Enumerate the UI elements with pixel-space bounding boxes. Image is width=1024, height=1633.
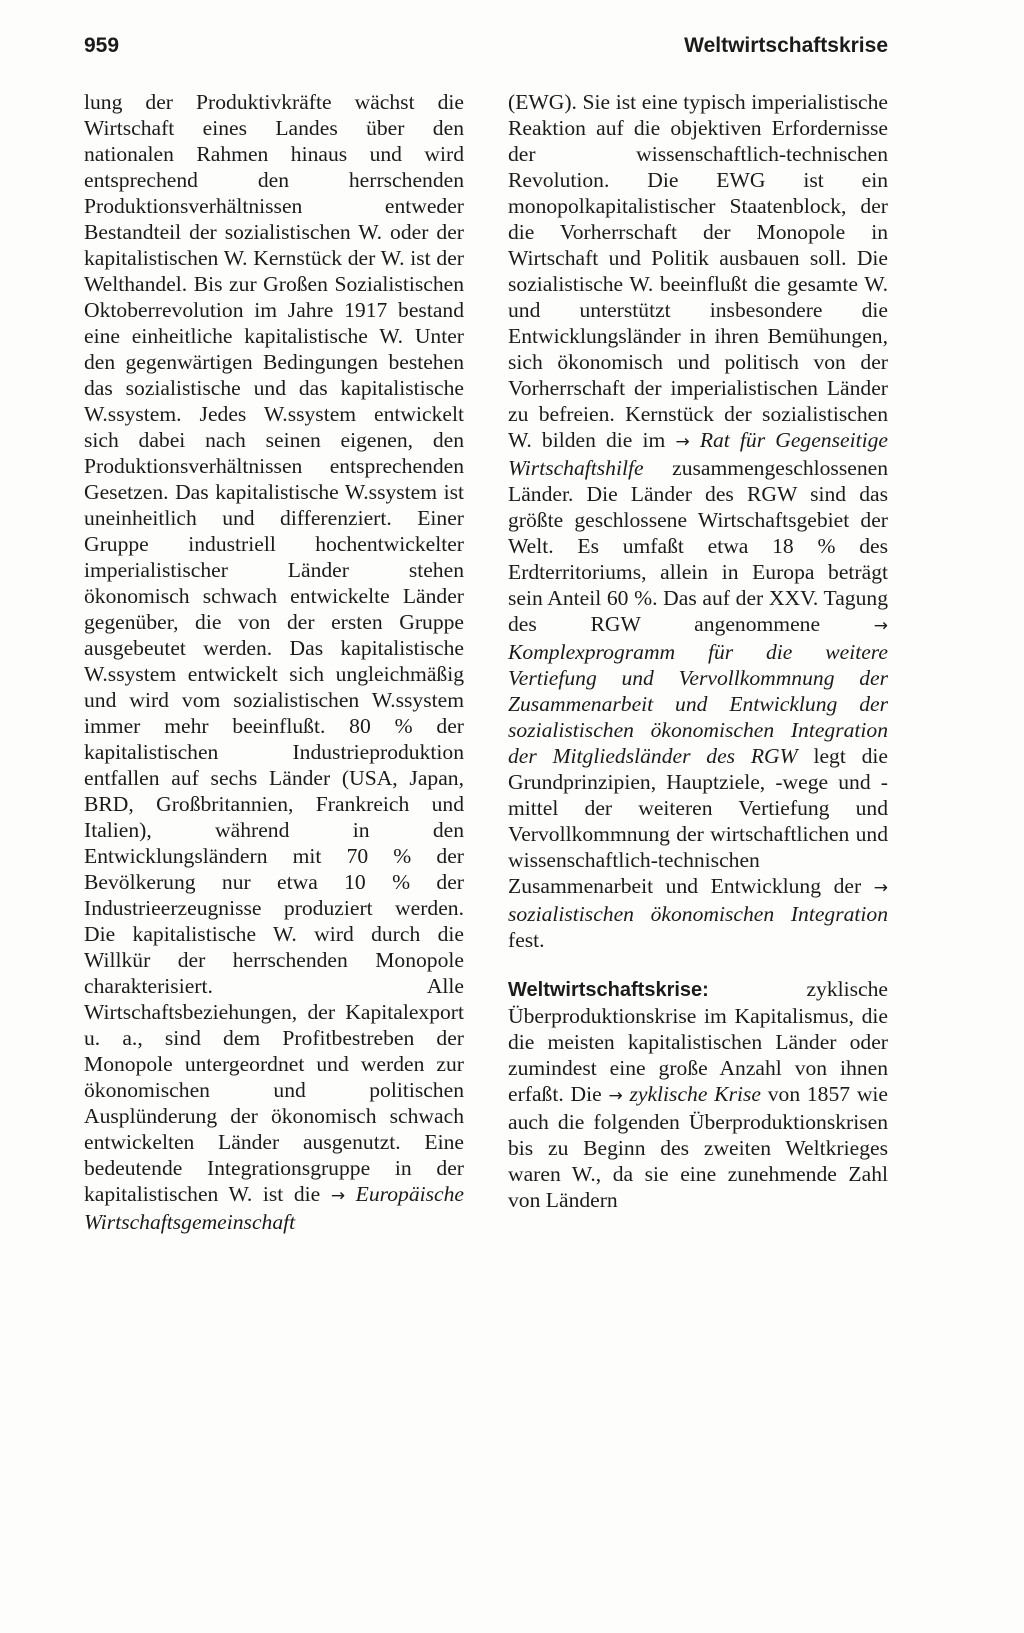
right-column [508,89,888,1213]
paragraph-text: zyklische Überproduktionskrise im Kapitalismus, die die meisten kapitalistischen Länder oder zumindest eine große Anzahl von ihnen erfaßt. Die [508,977,888,1106]
entry-weltwirtschaftskrise [508,976,888,1213]
running-head: Weltwirtschaftskrise [684,34,888,57]
cross-reference-arrow-icon: → [873,878,888,898]
page-header [84,34,888,64]
paragraph-text: lung der Produktivkräfte wächst die Wirtschaft eines Landes über den nationalen Rahmen hinaus und wird entsprechend den herrschenden Produktionsverhältnissen entweder Bestandteil der sozialistischen W. oder der kapitalistischen W. Kernstück der W. ist der Welthandel. Bis zur Großen Sozialistischen Oktoberrevolution im Jahre 1917 bestand eine einheitliche kapitalistische W. Unter den gegenwärtigen Bedingungen bestehen das sozialistische und das kapitalistische W.ssystem. Jedes W.ssystem entwickelt sich dabei nach seinen eigenen, den Produktionsverhältnissen entsprechenden Gesetzen. Das kapitalistische W.ssystem ist uneinheitlich und differenziert. Einer Gruppe industriell hochentwickelter imperialistischer Länder stehen ökonomisch schwach entwickelte Länder gegenüber, die von der ersten Gruppe ausgebeutet werden. Das kapitalistische W.ssystem entwickelt sich ungleichmäßig und wird vom sozialistischen W.ssystem immer mehr beeinflußt. 80 % der kapitalistischen Industrieproduktion entfallen auf sechs Länder (USA, Japan, BRD, Großbritannien, Frankreich und Italien), während in den Entwicklungsländern mit 70 % der Bevölkerung nur etwa 10 % der Industrieerzeugnisse produziert werden. Die kapitalistische W. wird durch die Willkür der herrschenden Monopole charakterisiert. Alle Wirtschaftsbeziehungen, der Kapitalexport u. a., sind dem Profitbestreben der Monopole untergeordnet und werden zur ökonomischen und politischen Ausplünderung der ökonomisch schwach entwickelten Länder ausgenutzt. Eine bedeutende Integrationsgruppe in der kapitalistischen W. ist die [84,90,464,1206]
entry-continuation-paragraph [84,89,464,1235]
page-number: 959 [84,34,120,57]
cross-reference-zyklische-krise: zyklische Krise [629,1082,761,1106]
paragraph-text: (EWG). Sie ist eine typisch imperialistische Reaktion auf die objektiven Erfordernisse der wissenschaftlich-technischen Revolution. Die EWG ist ein monopolkapitalistischer Staatenblock, der die Vorherrschaft der Monopole in Wirtschaft und Politik ausbauen soll. Die sozialistische W. beeinflußt die gesamte W. und unterstützt insbesondere die Entwicklungsländer in ihren Bemühungen, sich ökonomisch und politisch von der Vorherrschaft der imperialistischen Länder zu befreien. Kernstück der sozialistischen W. bilden die im [508,90,888,452]
paragraph-text: fest. [508,928,545,952]
cross-reference-arrow-icon: → [675,432,690,452]
paragraph-text: legt die Grundprinzipien, Hauptziele, -wege und -mittel der weiteren Vertiefung und Vervollkommnung der wirtschaftlichen und wissenschaftlich-technischen Zusammenarbeit und Entwicklung der [508,744,888,898]
cross-reference-komplexprogramm: Komplexprogramm für die weitere Vertiefung und Vervollkommnung der Zusammenarbeit und Entwicklung der sozialistischen ökonomischen Integration der Mitgliedsländer des RGW [508,640,888,768]
paragraph-text: von 1857 wie auch die folgenden Überproduktionskrisen bis zu Beginn des zweiten Weltkrieges waren W., da sie eine zunehmende Zahl von Ländern [508,1082,889,1212]
cross-reference-integration: sozialistischen ökonomischen Integration [508,902,888,926]
paragraph-text: zusammengeschlossenen Länder. Die Länder des RGW sind das größte geschlossene Wirtschaftsgebiet der Welt. Es umfaßt etwa 18 % des Erdterritoriums, allein in Europa beträgt sein Anteil 60 %. Das auf der XXV. Tagung des RGW angenommene [508,456,888,636]
cross-reference-rgw: Rat für Gegenseitige Wirtschaftshilfe [508,428,888,480]
entry-continuation-paragraph [508,89,888,953]
left-column [84,89,464,1235]
cross-reference-arrow-icon: → [608,1086,623,1106]
cross-reference-arrow-icon: → [330,1186,346,1206]
entry-headword: Weltwirtschaftskrise: [508,979,709,1001]
cross-reference-ewg: Europäische Wirtschaftsgemeinschaft [84,1182,464,1234]
cross-reference-arrow-icon: → [873,616,888,636]
